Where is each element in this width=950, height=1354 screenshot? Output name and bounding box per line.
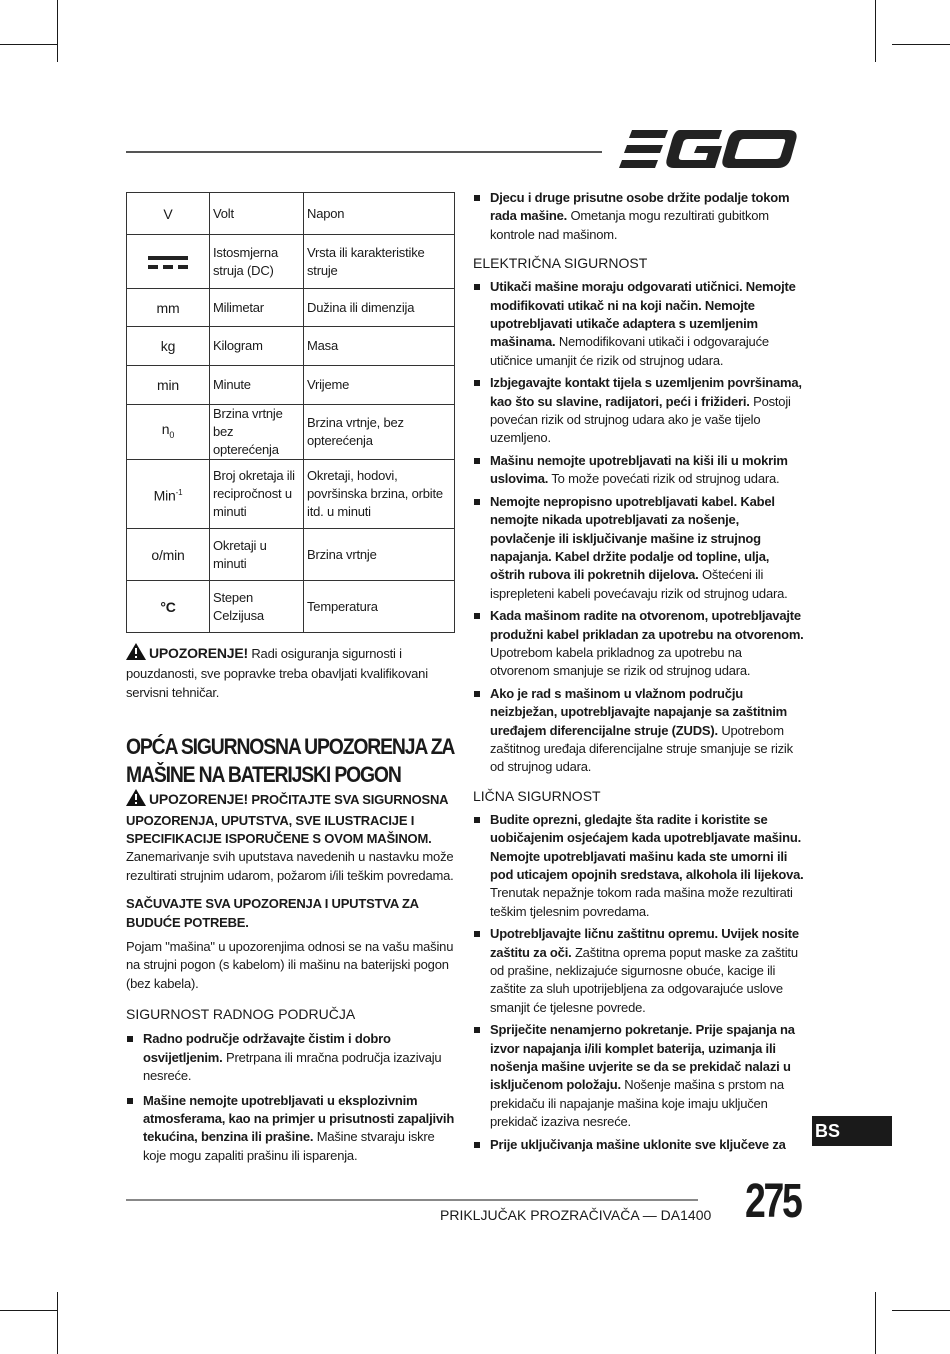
item-text: Ometanja mogu rezultirati gubitkom kontrole nad mašinom. bbox=[490, 208, 769, 242]
item-text: Nošenje mašina s prstom na prekidaču ili napajanje mašina koje imaju uključen prekidač izaziva nesreće. bbox=[490, 1077, 784, 1130]
crop-mark bbox=[0, 1310, 57, 1311]
ego-logo bbox=[618, 128, 800, 177]
crop-mark bbox=[875, 0, 876, 62]
symbol-cell bbox=[127, 405, 210, 460]
symbol-text: Min bbox=[153, 487, 176, 504]
symbol-cell bbox=[127, 460, 210, 529]
item-bold: Radno područje održavajte čistim i dobro osvijetljenim. bbox=[143, 1031, 391, 1065]
item-bold: Kada mašinom radite na otvorenom, upotrebljavajte produžni kabel prikladan za upotrebu na otvorenom. bbox=[490, 608, 804, 642]
table-row bbox=[127, 327, 455, 366]
symbol-cell: kg bbox=[127, 327, 210, 366]
item-text: Nemodifikovani utikači i odgovarajuće utičnice umanjit će rizik od strujnog udara. bbox=[490, 334, 769, 368]
meaning-cell: Vrsta ili karakteristike struje bbox=[304, 235, 455, 289]
item-bold: Spriječite nenamjerno pokretanje. Prije spajanja na izvor napajanja i/ili komplet baterija, uzimanja ili nošenja mašine uvjerite se da se prekidač nalazi u isključenom položaju. bbox=[490, 1022, 795, 1093]
item-bold: Izbjegavajte kontakt tijela s uzemljenim površinama, kao što su slavine, radijatori, peći i frižideri. bbox=[490, 375, 802, 409]
item-text: Mašine stvaraju iskre koje mogu zapaliti prašinu ili isparenja. bbox=[143, 1129, 435, 1163]
warning-bold-text: PROČITAJTE SVA SIGURNOSNA UPOZORENJA, UPUTSTVA, SVE ILUSTRACIJE I SPECIFIKACIJE ISPORUČENE S OVOM MAŠINOM. bbox=[126, 792, 448, 847]
symbol-superscript: -1 bbox=[175, 487, 183, 497]
language-tab: BS bbox=[812, 1116, 892, 1146]
left-column bbox=[126, 643, 456, 1165]
meaning-cell: Brzina vrtnje, bez opterećenja bbox=[304, 405, 455, 460]
symbol-table bbox=[126, 192, 455, 633]
list-item bbox=[473, 685, 804, 777]
term-cell: Milimetar bbox=[210, 289, 304, 327]
term-cell: Kilogram bbox=[210, 327, 304, 366]
term-cell: Istosmjerna struja (DC) bbox=[210, 235, 304, 289]
item-text: Trenutak nepažnje tokom rada mašina može rezultirati teškim tjelesnim povredama. bbox=[490, 885, 793, 919]
item-bold: Budite oprezni, gledajte šta radite i koristite se uobičajenim osjećajem kada upotrebljavate mašinu. Nemojte upotrebljavati mašinu kada ste umorni ili pod uticajem opojnih sredstava, alkohola ili lijekova. bbox=[490, 811, 804, 882]
footer-rule bbox=[126, 1199, 698, 1201]
item-text: Zaštitna oprema poput maske za zaštitu od prašine, neklizajuće sigurnosne obuće, kacige ili zaštite za sluh upotrijebljena za odgovarajuće uslove smanjit će tjelesne povrede. bbox=[490, 944, 798, 1015]
item-text: Oštećeni ili isprepleteni kabeli povećavaju rizik od strujnog udara. bbox=[490, 567, 788, 601]
list-item bbox=[473, 811, 804, 921]
list-item bbox=[473, 1136, 804, 1154]
term-cell: Okretaji u minuti bbox=[210, 529, 304, 581]
list-item bbox=[126, 1092, 456, 1166]
bullet-list bbox=[473, 278, 804, 777]
save-notice bbox=[126, 895, 456, 932]
table-row bbox=[127, 235, 455, 289]
warning-label: UPOZORENJE! bbox=[149, 791, 248, 808]
table-row bbox=[127, 529, 455, 581]
dc-current-icon bbox=[148, 256, 188, 269]
table-row bbox=[127, 405, 455, 460]
right-column bbox=[473, 189, 804, 1154]
bullet-list bbox=[473, 189, 804, 244]
list-item bbox=[473, 607, 804, 681]
term-cell: Volt bbox=[210, 193, 304, 235]
meaning-cell: Brzina vrtnje bbox=[304, 529, 455, 581]
symbol-cell: °C bbox=[127, 581, 210, 633]
crop-mark bbox=[0, 44, 57, 45]
section-heading: SIGURNOST RADNOG PODRUČJA bbox=[126, 1006, 356, 1023]
save-notice-text: SAČUVAJTE SVA UPOZORENJA I UPUTSTVA ZA BUDUĆE POTREBE. bbox=[126, 896, 419, 930]
list-item bbox=[473, 374, 804, 448]
symbol-cell: V bbox=[127, 193, 210, 235]
item-text: Upotrebom zaštitnog uređaja diferencijalne struje smanjuje se rizik od strujnog udara. bbox=[490, 722, 793, 775]
bullet-list bbox=[126, 1030, 456, 1165]
symbol-cell: min bbox=[127, 366, 210, 405]
section-title: MAŠINE NA BATERIJSKI POGON bbox=[126, 762, 401, 788]
section-title: OPĆA SIGURNOSNA UPOZORENJA ZA bbox=[126, 734, 455, 760]
item-text: Postoji povećan rizik od strujnog udara ako je vaše tijelo uzemljeno. bbox=[490, 393, 791, 446]
list-item bbox=[473, 1021, 804, 1131]
term-cell: Brzina vrtnje bez opterećenja bbox=[210, 405, 304, 460]
symbol-cell: mm bbox=[127, 289, 210, 327]
bullet-list bbox=[473, 811, 804, 1154]
item-bold: Mašine nemojte upotrebljavati u eksplozivnim atmosferama, kao na primjer u prisutnosti zapaljivih tekućina, benzina ili prašine. bbox=[143, 1092, 455, 1145]
symbol-cell bbox=[127, 235, 210, 289]
term-note: Pojam "mašina" u upozorenjima odnosi se na vašu mašinu na strujni pogon (s kabelom) ili mašinu na baterijski pogon (bez kabela). bbox=[126, 939, 454, 991]
list-item bbox=[473, 189, 804, 244]
meaning-cell: Masa bbox=[304, 327, 455, 366]
list-item bbox=[473, 493, 804, 603]
term-cell: Broj okretaja ili recipročnost u minuti bbox=[210, 460, 304, 529]
item-bold: Ako je rad s mašinom u vlažnom području neizbježan, upotrebljavajte napajanje sa zaštitnim uređajem diferencijalne struje (ZUDS). bbox=[490, 685, 788, 738]
page-number: 275 bbox=[745, 1175, 801, 1228]
item-text: Pretrpana ili mračna područja izazivaju nesreće. bbox=[143, 1049, 442, 1084]
item-bold: Nemojte nepropisno upotrebljavati kabel. Kabel nemojte nikada upotrebljavati za nošenje, povlačenje ili isključivanje mašine iz strujnog napajanja. Kabel držite podalje od topline, ulja, oštrih rubova ili pokretnih dijelova. bbox=[490, 493, 775, 583]
item-bold: Djecu i druge prisutne osobe držite podalje tokom rada mašine. bbox=[490, 190, 790, 224]
table-row bbox=[127, 460, 455, 529]
warning-triangle-icon bbox=[126, 789, 146, 811]
item-bold: Utikači mašine moraju odgovarati utičnici. Nemojte modifikovati utikač ni na koji način. Nemojte upotrebljavati utikače adaptera s uzemljenim mašinama. bbox=[490, 279, 796, 350]
warning-paragraph bbox=[126, 789, 456, 885]
table-row bbox=[127, 581, 455, 633]
list-item bbox=[473, 452, 804, 489]
warning-triangle-icon bbox=[126, 643, 146, 665]
symbol-cell: o/min bbox=[127, 529, 210, 581]
meaning-cell: Dužina ili dimenzija bbox=[304, 289, 455, 327]
list-item bbox=[473, 925, 804, 1017]
warning-label: UPOZORENJE! bbox=[149, 645, 248, 661]
meaning-cell: Vrijeme bbox=[304, 366, 455, 405]
table-row bbox=[127, 289, 455, 327]
footer-title: PRIKLJUČAK PROZRAČIVAČA — DA1400 bbox=[440, 1207, 712, 1223]
warning-text: Radi osiguranja sigurnosti i pouzdanosti, sve popravke treba obavljati kvalifikovani servisni tehničar. bbox=[126, 646, 428, 700]
header-rule bbox=[126, 151, 602, 153]
meaning-cell: Napon bbox=[304, 193, 455, 235]
section-heading: ELEKTRIČNA SIGURNOST bbox=[473, 255, 648, 272]
item-bold: Upotrebljavajte ličnu zaštitnu opremu. Uvijek nosite zaštitu za oči. bbox=[490, 926, 799, 960]
term-cell: Stepen Celzijusa bbox=[210, 581, 304, 633]
section-heading: LIČNA SIGURNOST bbox=[473, 787, 601, 804]
item-text: Upotrebom kabela prikladnog za upotrebu na otvorenom smanjuje se rizik od strujnog udara. bbox=[490, 644, 751, 679]
crop-mark bbox=[892, 44, 950, 45]
table-row bbox=[127, 193, 455, 235]
item-bold: Prije uključivanja mašine uklonite sve ključeve za bbox=[490, 1136, 786, 1152]
crop-mark bbox=[57, 1292, 58, 1354]
crop-mark bbox=[875, 1292, 876, 1354]
list-item bbox=[473, 278, 804, 370]
meaning-cell: Temperatura bbox=[304, 581, 455, 633]
warning-paragraph bbox=[126, 643, 456, 702]
term-cell: Minute bbox=[210, 366, 304, 405]
crop-mark bbox=[57, 0, 58, 62]
warning-text: Zanemarivanje svih uputstava navedenih u nastavku može rezultirati strujnim udarom, požarom i/ili teškim povredama. bbox=[126, 849, 454, 883]
table-row bbox=[127, 366, 455, 405]
list-item bbox=[126, 1030, 456, 1085]
crop-mark bbox=[892, 1310, 950, 1311]
symbol-subscript: 0 bbox=[169, 429, 175, 440]
item-text: To može povećati rizik od strujnog udara. bbox=[548, 471, 780, 487]
symbol-text: n bbox=[161, 421, 170, 438]
item-bold: Mašinu nemojte upotrebljavati na kiši ili u mokrim uslovima. bbox=[490, 452, 788, 487]
meaning-cell: Okretaji, hodovi, površinska brzina, orbite itd. u minuti bbox=[304, 460, 455, 529]
